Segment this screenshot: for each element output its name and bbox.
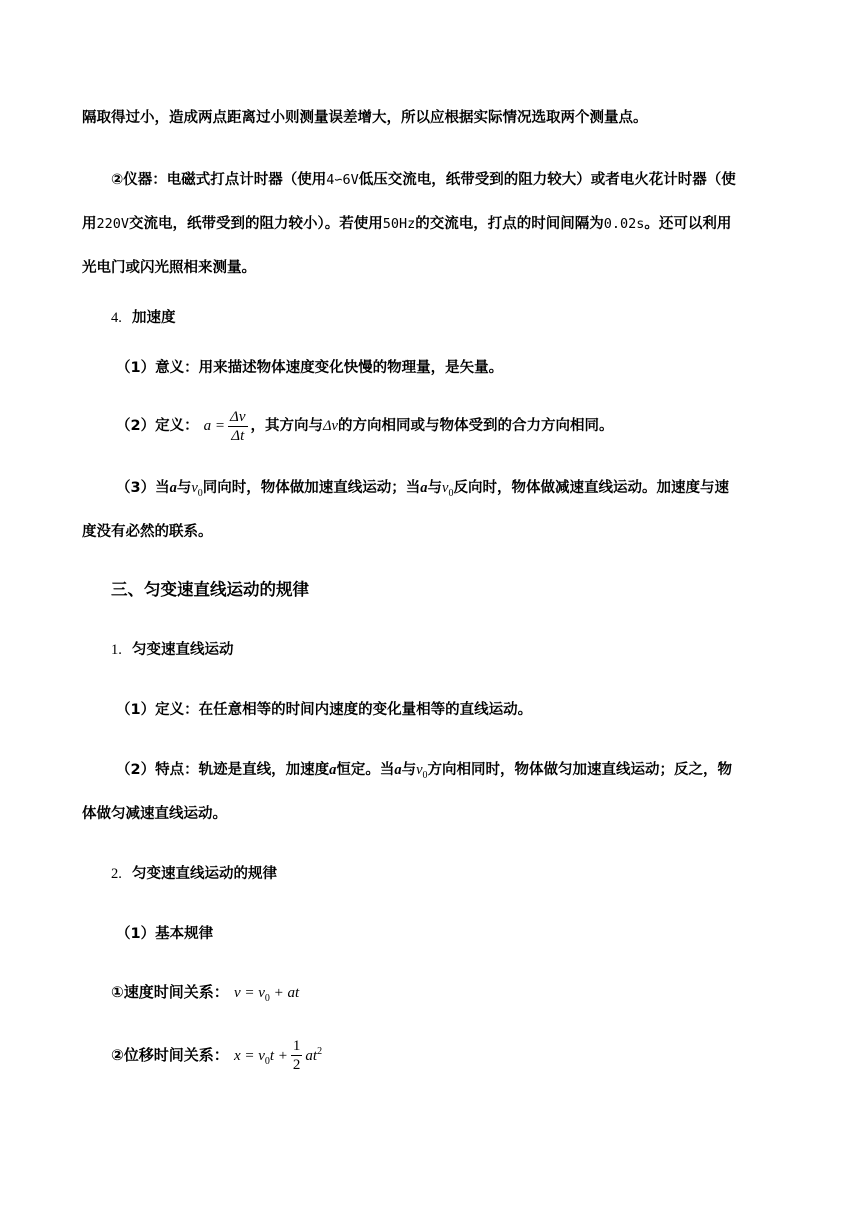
acceleration-relation-line-2: [82, 522, 213, 542]
subscript: 0: [422, 769, 428, 781]
heading-number: 2.: [111, 866, 122, 882]
fraction-numerator: Δv: [230, 408, 246, 425]
acceleration-meaning: [116, 358, 503, 378]
heading-title: 匀变速直线运动的规律: [131, 866, 277, 882]
symbol-v: v: [416, 762, 423, 778]
symbol-v: v: [191, 480, 198, 496]
formula-label: ②位移时间关系：: [111, 1046, 229, 1064]
symbol-a: a: [420, 480, 428, 496]
symbol-a: a: [329, 762, 337, 778]
text-span: 与: [427, 480, 443, 496]
instrument-line-1: [111, 170, 736, 190]
delta-v: Δv: [323, 418, 338, 434]
formula-part: x = v: [233, 1048, 265, 1064]
formula-part: + at: [269, 985, 300, 1001]
text-span: （2）特点：轨迹是直线，加速度: [116, 762, 330, 778]
text-span: 与: [176, 480, 192, 496]
fraction-denominator: Δt: [231, 427, 245, 444]
subscript: 0: [264, 993, 270, 1004]
superscript: 2: [317, 1046, 323, 1057]
basic-law-heading: [116, 924, 213, 944]
heading-number: 4.: [111, 310, 122, 326]
section-heading-4: [111, 308, 175, 328]
symbol-v: v: [442, 480, 449, 496]
heading-title: 加速度: [131, 310, 176, 326]
fraction: [228, 408, 247, 445]
paragraph-line: [82, 108, 648, 128]
formula-part: v = v: [233, 985, 265, 1001]
text-span: 同向时，物体做加速直线运动；当: [202, 480, 421, 496]
formula-lhs: a =: [203, 418, 226, 434]
subsection-heading-2: [111, 864, 277, 884]
subscript: 0: [197, 487, 203, 499]
text-span: 的方向相同或与物体受到的合力方向相同。: [337, 418, 614, 434]
text-span: 反向时，物体做减速直线运动。加速度与速: [453, 480, 729, 496]
subscript: 0: [264, 1056, 270, 1067]
velocity-time-relation: [111, 982, 299, 1009]
section-title: 三、匀变速直线运动的规律: [111, 580, 309, 599]
heading-number: 1.: [111, 642, 122, 658]
interval-value: 0.02s: [603, 216, 645, 232]
subscript: 0: [448, 487, 454, 499]
item-label: （1）意义：: [116, 360, 199, 376]
item-text: 用来描述物体速度变化快慢的物理量，是矢量。: [198, 360, 504, 376]
instrument-line-3: [82, 258, 256, 278]
uniform-feature-line-1: [116, 760, 732, 786]
uniform-feature-line-2: [82, 804, 227, 824]
fraction-numerator: 1: [292, 1038, 301, 1054]
text-span: 交流电，纸带受到的阻力较小）。若使用: [129, 216, 383, 232]
text-span: 方向相同时，物体做匀加速直线运动；反之，物: [427, 762, 733, 778]
displacement-formula: [233, 1048, 288, 1067]
item-text: （1）基本规律: [116, 926, 214, 942]
formula-label: ①速度时间关系：: [111, 983, 229, 1001]
voltage-value: 4∽6V: [326, 172, 359, 188]
text-span: 体做匀减速直线运动。: [82, 806, 227, 822]
text-span: 光电门或闪光照相来测量。: [82, 260, 256, 276]
acceleration-definition: [116, 404, 613, 448]
uniform-definition: [116, 700, 532, 720]
formula-part: at: [305, 1048, 318, 1064]
item-label: （2）定义：: [116, 418, 199, 434]
velocity-formula: [233, 985, 300, 1004]
symbol-a: a: [169, 480, 177, 496]
text-span: 恒定。当: [336, 762, 395, 778]
text-span: 的交流电，打点的时间间隔为: [415, 216, 604, 232]
item-label: （1）定义：: [116, 702, 199, 718]
voltage-value: 220V: [96, 216, 130, 232]
subsection-heading-1: [111, 640, 233, 660]
text-span: 度没有必然的联系。: [82, 524, 213, 540]
text-span: ②仪器：电磁式打点计时器（使用: [111, 172, 327, 188]
formula-part: t +: [269, 1048, 288, 1064]
item-text: 在任意相等的时间内速度的变化量相等的直线运动。: [198, 702, 533, 718]
acceleration-relation-line-1: [116, 478, 729, 504]
instrument-line-2: [82, 214, 731, 234]
heading-title: 匀变速直线运动: [131, 642, 234, 658]
paragraph-text: 隔取得过小，造成两点距离过小则测量误差增大，所以应根据实际情况选取两个测量点。: [82, 110, 648, 126]
fraction: [291, 1037, 303, 1074]
displacement-time-relation: [111, 1030, 322, 1084]
text-span: 。还可以利用: [644, 216, 732, 232]
text-span: 低压交流电，纸带受到的阻力较大）或者电火花计时器（使: [358, 172, 736, 188]
frequency-value: 50Hz: [382, 216, 416, 232]
fraction-denominator: 2: [292, 1057, 301, 1073]
text-span: ，其方向与: [250, 418, 323, 434]
text-span: 用: [82, 216, 97, 232]
section-heading-3: [111, 580, 309, 600]
text-span: （3）当: [116, 480, 170, 496]
symbol-a: a: [394, 762, 402, 778]
text-span: 与: [401, 762, 417, 778]
